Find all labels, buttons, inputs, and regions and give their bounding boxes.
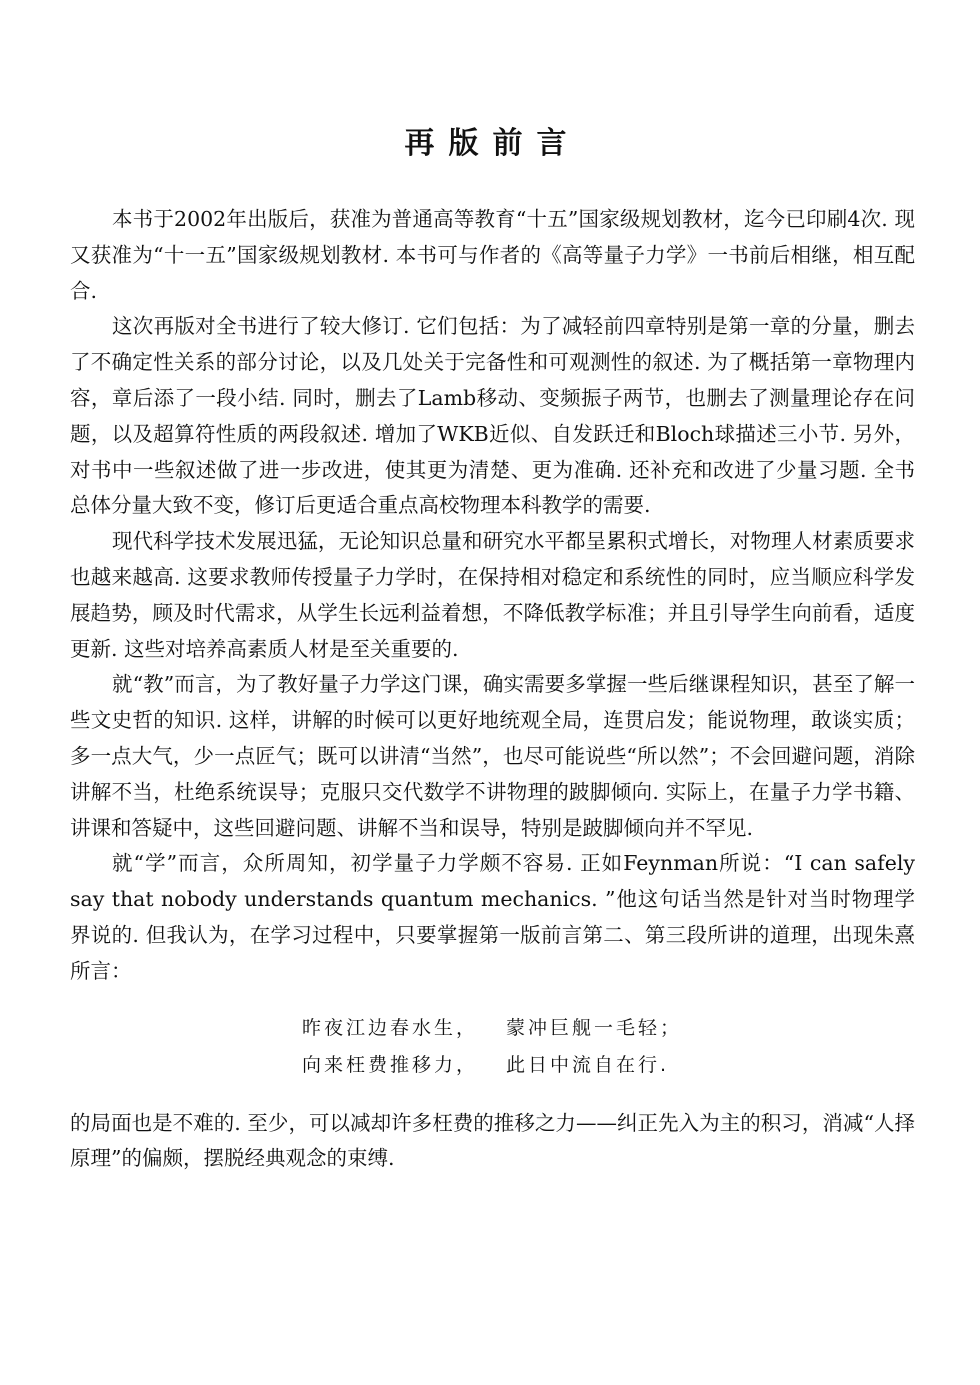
poem-verse: 昨夜江边春水生， <box>302 1016 479 1039</box>
paragraph-3: 现代科学技术发展迅猛，无论知识总量和研究水平都呈累积式增长，对物理人材素质要求也越来越高. 这要求教师传授量子力学时，在保持相对稳定和系统性的同时，应当顺应科学发展趋势，顾及时代需求，从学生长远利益着想，不降低教学标准；并且引导学生向前看，适度更新. 这些对培养高素质人材是至关重要的. <box>70 529 915 661</box>
poem-line <box>302 1047 915 1084</box>
poem-quote <box>70 1010 915 1084</box>
closing-paragraph: 的局面也是不难的. 至少，可以减却许多枉费的推移之力——纠正先入为主的积习，消减“人择原理”的偏颇，摆脱经典观念的束缚. <box>70 1110 915 1171</box>
poem-line <box>302 1010 915 1047</box>
paragraph-5: 就“学”而言，众所周知，初学量子力学颇不容易. 正如Feynman所说：“I can safely say that nobody understands quantum mechanics. ”他这句话当然是针对当时物理学界说的. 但我认为，在学习过程中，只要掌握第一版前言第二、第三段所讲的道理，出现朱熹所言： <box>70 851 915 983</box>
page-title: 再版前言 <box>404 126 581 161</box>
poem-verse: 此日中流自在行. <box>506 1053 670 1076</box>
poem-verse: 向来枉费推移力， <box>302 1053 479 1076</box>
poem-verse: 蒙冲巨舰一毛轻； <box>506 1016 683 1039</box>
paragraph-1: 本书于2002年出版后，获准为普通高等教育“十五”国家级规划教材，迄今已印刷4次. 现又获准为“十一五”国家级规划教材. 本书可与作者的《高等量子力学》一书前后相继，相互配合. <box>70 207 915 303</box>
paragraph-4: 就“教”而言，为了教好量子力学这门课，确实需要多掌握一些后继课程知识，甚至了解一些文史哲的知识. 这样，讲解的时候可以更好地统观全局，连贯启发；能说物理，敢谈实质；多一点大气，少一点匠气；既可以讲清“当然”，也尽可能说些“所以然”；不会回避问题，消除讲解不当，杜绝系统误导；克服只交代数学不讲物理的跛脚倾向. 实际上，在量子力学书籍、讲课和答疑中，这些回避问题、讲解不当和误导，特别是跛脚倾向并不罕见. <box>70 672 915 840</box>
paragraph-2: 这次再版对全书进行了较大修订. 它们包括：为了减轻前四章特别是第一章的分量，删去了不确定性关系的部分讨论，以及几处关于完备性和可观测性的叙述. 为了概括第一章物理内容，章后添了一段小结. 同时，删去了Lamb移动、变频振子两节，也删去了测量理论存在问题，以及超算符性质的两段叙述. 增加了WKB近似、自发跃迁和Bloch球描述三小节. 另外，对书中一些叙述做了进一步改进，使其更为清楚、更为准确. 还补充和改进了少量习题. 全书总体分量大致不变，修订后更适合重点高校物理本科教学的需要. <box>70 314 915 518</box>
document-body <box>70 202 915 1177</box>
